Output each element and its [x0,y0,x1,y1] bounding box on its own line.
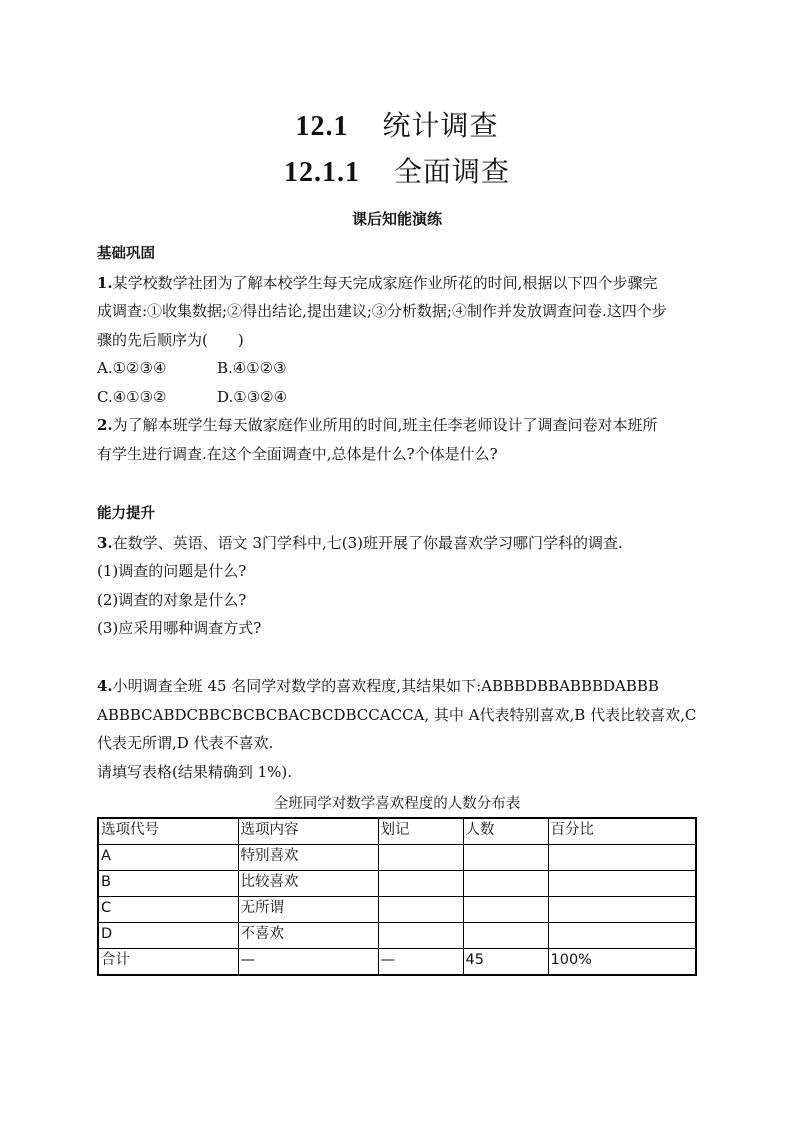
options-row [97,354,702,383]
table-cell[interactable] [463,845,548,871]
option-b: B.④①②③ [217,359,287,377]
table-cell: 无所谓 [238,897,378,923]
table-cell[interactable] [463,871,548,897]
table-cell[interactable] [378,897,463,923]
table-cell: 不喜欢 [238,923,378,949]
question-text-line: ABBBCABDCBBCBCBCBACBCDBCCACCA, 其中 A代表特别喜欢,B 代表比较喜欢,C [97,705,697,724]
sub-question: (3)应采用哪种调查方式? [97,619,262,637]
table-cell: — [378,949,463,976]
subsection-number: 12.1.1 [283,157,360,188]
table-row [98,897,696,923]
question-text-line: 代表无所谓,D 代表不喜欢. [97,734,274,752]
distribution-table [97,817,697,976]
table-header-row [98,818,696,845]
question-2 [97,411,702,468]
table-cell[interactable] [548,923,696,949]
question-number: 3. [97,533,113,552]
section-number: 12.1 [295,111,349,142]
subsection-title-text: 全面调查 [393,155,510,188]
table-cell: 比较喜欢 [238,871,378,897]
subsection-title [0,150,794,190]
table-cell[interactable] [378,871,463,897]
section-title-text: 统计调查 [382,109,499,142]
table-cell: D [98,923,238,949]
table-header-cell: 人数 [463,818,548,845]
question-text-line: 有学生进行调查.在这个全面调查中,总体是什么?个体是什么? [97,444,498,463]
question-4 [97,672,702,786]
section-advanced [97,500,702,643]
table-header-cell: 百分比 [548,818,696,845]
section-heading-advanced: 能力提升 [97,506,155,522]
table-row [98,871,696,897]
table-cell: A [98,845,238,871]
question-number: 1. [97,273,113,292]
table-header-cell: 划记 [378,818,463,845]
question-number: 4. [97,677,113,695]
table-cell: C [98,897,238,923]
question-text-line: 成调查:①收集数据;②得出结论,提出建议;③分析数据;④制作并发放调查问卷.这四个步 [97,302,667,320]
question-number: 2. [97,416,113,434]
option-a: A.①②③④ [97,359,167,377]
question-text-line: 某学校数学社团为了解本校学生每天完成家庭作业所花的时间,根据以下四个步骤完 [112,273,658,292]
option-c: C.④①③② [97,387,167,406]
options-row [97,383,702,412]
table-cell[interactable] [378,923,463,949]
question-3 [97,529,702,643]
section-title [0,104,794,144]
table-cell: 45 [463,949,548,976]
table-cell: 合计 [98,949,238,976]
table-header-cell: 选项内容 [238,818,378,845]
exercise-subtitle: 课后知能演练 [351,210,442,228]
table-cell: — [238,949,378,976]
table-cell[interactable] [463,923,548,949]
table-row [98,845,696,871]
table-row [98,923,696,949]
section-heading-basic: 基础巩固 [97,246,155,262]
table-cell: B [98,871,238,897]
table-cell[interactable] [548,897,696,923]
table-header-cell: 选项代号 [98,818,238,845]
question-text-line: 为了解本班学生每天做家庭作业所用的时间,班主任李老师设计了调查问卷对本班所 [112,416,658,434]
table-cell[interactable] [463,897,548,923]
question-text-line: 在数学、英语、语文 3门学科中,七(3)班开展了你最喜欢学习哪门学科的调查. [112,533,623,552]
question-text-line: 请填写表格(结果精确到 1%). [97,762,293,781]
table-cell[interactable] [378,845,463,871]
table-cell: 100% [548,949,696,976]
question-1 [97,269,702,412]
table-cell: 特别喜欢 [238,845,378,871]
sub-question: (2)调查的对象是什么? [97,590,247,609]
table-cell[interactable] [548,871,696,897]
table-total-row [98,949,696,976]
option-d: D.①③②④ [217,387,288,406]
sub-question: (1)调查的问题是什么? [97,562,247,580]
table-cell[interactable] [548,845,696,871]
table-caption: 全班同学对数学喜欢程度的人数分布表 [273,796,521,812]
section-basic [97,240,702,468]
question-text-line: 骤的先后顺序为( ) [97,330,244,349]
question-text-line: 小明调查全班 45 名同学对数学的喜欢程度,其结果如下:ABBBDBBABBBDABBB [112,677,659,695]
